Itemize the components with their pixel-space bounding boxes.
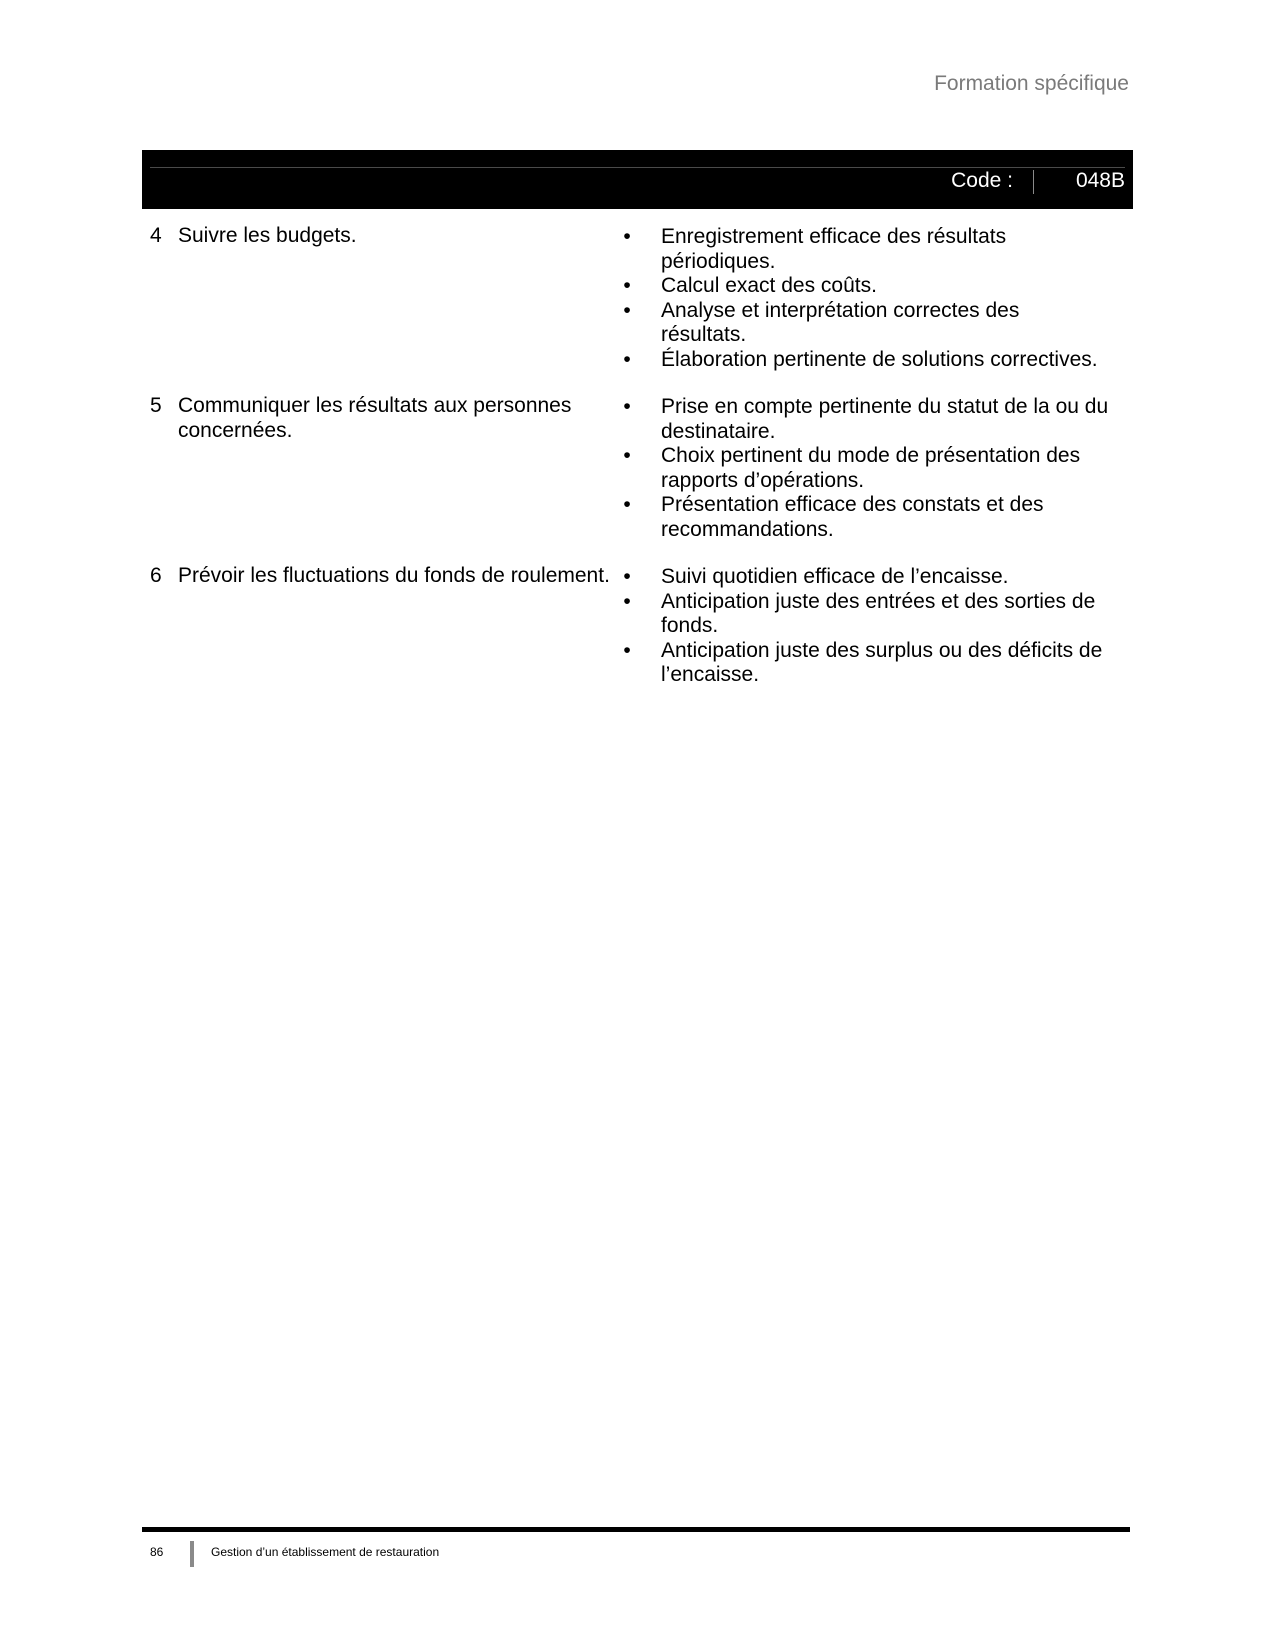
task-text: Prévoir les fluctuations du fonds de roulement. [178, 564, 610, 587]
criteria-item [620, 444, 1110, 493]
bullet-icon: • [623, 274, 631, 297]
row-number: 4 [150, 224, 162, 247]
criteria-text: Anticipation juste des entrées et des sorties de fonds. [661, 589, 1096, 637]
criteria-item [620, 493, 1110, 542]
criteria-list [620, 564, 1110, 688]
table-row [142, 224, 1133, 372]
footer-document-title: Gestion d’un établissement de restauration [211, 1545, 440, 1559]
table-row [142, 394, 1133, 542]
criteria-text: Calcul exact des coûts. [661, 274, 877, 297]
criteria-text: Choix pertinent du mode de présentation des rapports d’opérations. [661, 444, 1081, 492]
bullet-icon: • [623, 565, 631, 588]
criteria-text: Élaboration pertinente de solutions correctives. [661, 347, 1098, 371]
task-text: Suivre les budgets. [178, 224, 357, 247]
table-row [142, 564, 1133, 688]
task-criteria-table [142, 224, 1133, 688]
code-bar [142, 150, 1133, 209]
bullet-icon: • [623, 347, 631, 371]
bullet-icon: • [623, 225, 631, 248]
running-header-title: Formation spécifique [934, 72, 1129, 95]
criteria-text: Anticipation juste des surplus ou des déficits de l’encaisse. [661, 638, 1103, 686]
criteria-item [620, 274, 1110, 299]
criteria-text: Présentation efficace des constats et des recommandations. [661, 493, 1044, 541]
criteria-item [620, 395, 1110, 444]
criteria-item [620, 299, 1110, 348]
criteria-text: Prise en compte pertinente du statut de la ou du destinataire. [661, 395, 1109, 443]
criteria-text: Suivi quotidien efficace de l’encaisse. [661, 565, 1009, 588]
criteria-list [620, 224, 1110, 372]
row-number: 6 [150, 564, 162, 587]
criteria-item [620, 348, 1110, 373]
bullet-icon: • [623, 444, 631, 467]
criteria-item [620, 639, 1110, 688]
bullet-icon: • [623, 493, 631, 516]
criteria-list [620, 394, 1110, 542]
bullet-icon: • [623, 638, 631, 662]
footer-page-number: 86 [150, 1545, 164, 1559]
criteria-text: Enregistrement efficace des résultats périodiques. [661, 225, 1007, 273]
bullet-icon: • [623, 298, 631, 322]
criteria-item [620, 225, 1110, 274]
criteria-item [620, 590, 1110, 639]
row-number: 5 [150, 394, 162, 417]
code-value: 048B [1075, 169, 1125, 192]
code-label: Code : [951, 169, 1013, 192]
footer-divider [190, 1541, 194, 1567]
criteria-item [620, 565, 1110, 590]
code-bar-rule [150, 167, 1125, 168]
task-text: Communiquer les résultats aux personnes concernées. [178, 394, 572, 442]
bullet-icon: • [623, 589, 631, 613]
criteria-text: Analyse et interprétation correctes des résultats. [661, 298, 1020, 346]
bullet-icon: • [623, 395, 631, 418]
code-separator [1033, 170, 1034, 194]
footer-rule [142, 1527, 1130, 1532]
